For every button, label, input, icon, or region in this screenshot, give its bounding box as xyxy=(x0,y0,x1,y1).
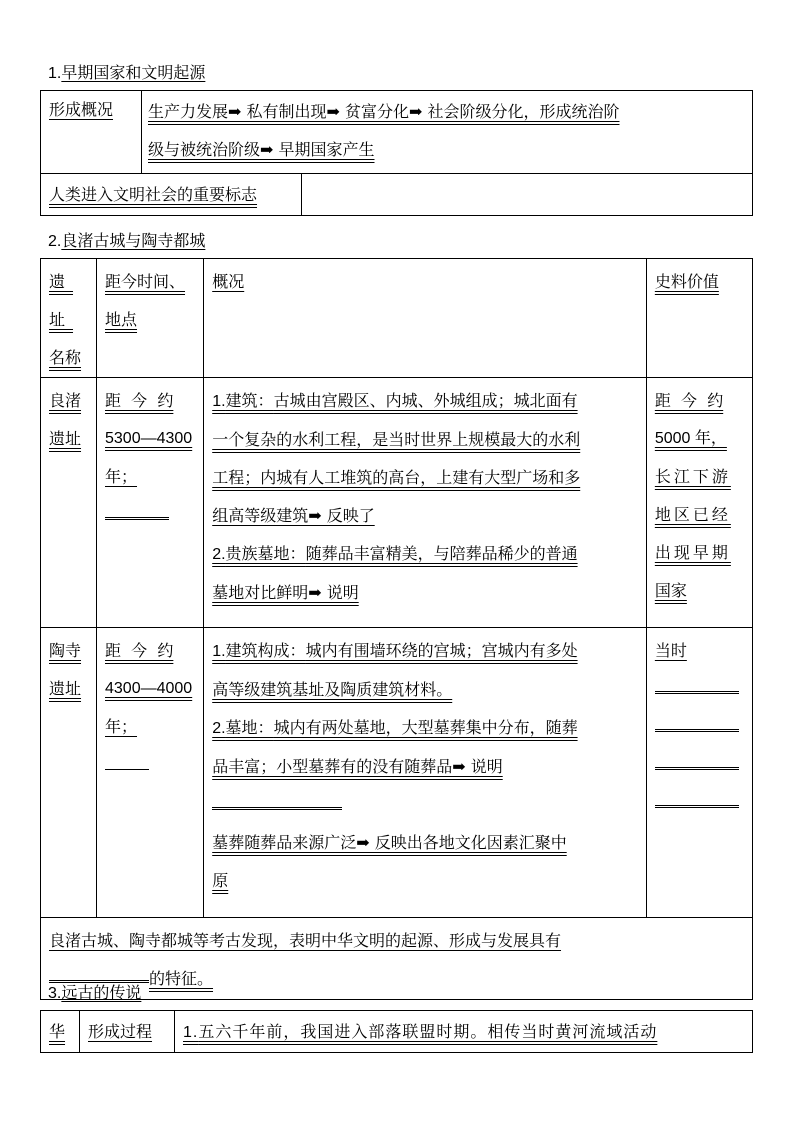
answer-blank xyxy=(105,768,149,770)
legends-table xyxy=(40,1010,753,1053)
liangzhu-overview-cell: 1.建筑：古城由宫殿区、内城、外城组成；城北面有 一个复杂的水利工程，是当时世界上规模最大的水利 工程；内城有人工堆筑的高台，上建有大型广场和多 组高等级建筑➡ 反映了 2.贵族墓地：随葬品丰富精美，与陪葬品稀少的普通 墓地对比鲜明➡ 说明 xyxy=(204,378,647,628)
summary-cell: 良渚古城、陶寺都城等考古发现，表明中华文明的起源、形成与发展具有 的特征。 xyxy=(41,918,753,1000)
answer-blank xyxy=(655,726,739,732)
section-1-heading: 1.早期国家和文明起源 xyxy=(48,63,206,82)
legend-col-3: 1.五六千年前，我国进入部落联盟时期。相传当时黄河流域活动 xyxy=(175,1011,753,1053)
section-3-heading: 3.远古的传说 xyxy=(48,983,142,1002)
section-2-heading: 2.良渚古城与陶寺都城 xyxy=(48,231,206,250)
legend-col-2: 形成过程 xyxy=(80,1011,175,1053)
taosi-time-cell: 距 今 约 4300—4000 年； xyxy=(97,628,204,918)
header-time-cell: 距今时间、 地点 xyxy=(97,259,204,378)
table-row xyxy=(41,1011,753,1053)
taosi-overview-cell: 1.建筑构成：城内有围墙环绕的宫城；宫城内有多处 高等级建筑基址及陶质建筑材料。 2.墓地：城内有两处墓地，大型墓葬集中分布，随葬 品丰富；小型墓葬有的没有随葬品➡ 说明 墓葬随葬品来源广泛➡ 反映出各地文化因素汇聚中 原 xyxy=(204,628,647,918)
header-site-cell: 遗址 名称 xyxy=(41,259,97,378)
header-overview-cell: 概况 xyxy=(204,259,647,378)
table-row xyxy=(41,378,753,628)
origin-table xyxy=(40,90,753,216)
taosi-value-cell: 当时 xyxy=(646,628,752,918)
sites-table xyxy=(40,258,753,1000)
liangzhu-time-cell: 距 今 约 5300—4300 年； xyxy=(97,378,204,628)
answer-blank xyxy=(105,514,169,520)
summary-row xyxy=(41,918,753,1000)
civilization-sign-label-cell: 人类进入文明社会的重要标志 xyxy=(41,174,302,216)
formation-label-cell: 形成概况 xyxy=(41,91,142,174)
liangzhu-value-cell: 距 今 约 5000 年， 长江下游 地区已经 出现早期 国家 xyxy=(646,378,752,628)
answer-blank xyxy=(212,804,342,810)
liangzhu-name-cell: 良渚 遗址 xyxy=(41,378,97,628)
legend-col-1: 华 xyxy=(41,1011,80,1053)
header-value-cell: 史料价值 xyxy=(646,259,752,378)
civilization-sign-answer-cell xyxy=(302,174,753,216)
answer-blank xyxy=(655,764,739,770)
taosi-name-cell: 陶寺 遗址 xyxy=(41,628,97,918)
answer-blank xyxy=(655,688,739,694)
formation-content-cell: 生产力发展➡ 私有制出现➡ 贫富分化➡ 社会阶级分化，形成统治阶 级与被统治阶级➡ 早期国家产生 xyxy=(142,91,753,174)
table-row xyxy=(41,628,753,918)
answer-blank xyxy=(655,802,739,808)
